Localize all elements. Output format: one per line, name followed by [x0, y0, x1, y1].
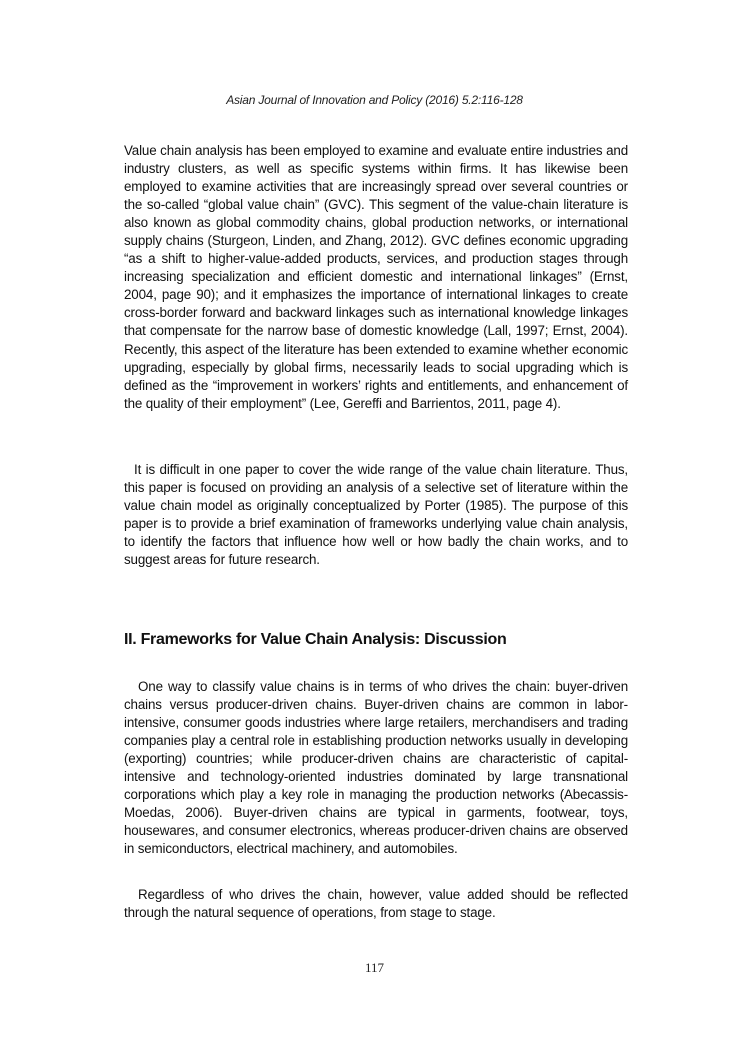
- running-header: Asian Journal of Innovation and Policy (2016) 5.2:116-128: [226, 93, 523, 107]
- page-number: 117: [364, 960, 385, 975]
- paragraph-value-chain-analysis: Value chain analysis has been employed to examine and evaluate entire industries and industry clusters, as well as specific systems within firms. It has likewise been employed to examine activities that are increasingly spread over several countries or the so-called “global value chain” (GVC). This segment of the value-chain literature is also known as global commodity chains, global production networks, or international supply chains (Sturgeon, Linden, and Zhang, 2012). GVC defines economic upgrading “as a shift to higher-value-added products, services, and production stages through increasing specialization and efficient domestic and international linkages” (Ernst, 2004, page 90); and it emphasizes the importance of international linkages to create cross-border forward and backward linkages such as international knowledge linkages that compensate for the narrow base of domestic knowledge (Lall, 1997; Ernst, 2004). Recently, this aspect of the literature has been extended to examine whether economic upgrading, especially by global firms, necessarily leads to social upgrading which is defined as the “improvement in workers’ rights and entitlements, and enhancement of the quality of their employment” (Lee, Gereffi and Barrientos, 2011, page 4).: [124, 143, 628, 411]
- paragraph-buyer-producer-chains: One way to classify value chains is in terms of who drives the chain: buyer-driven chains versus producer-driven chains. Buyer-driven chains are common in labor-intensive, consumer goods industries where large retailers, merchandisers and trading companies play a central role in establishing production networks usually in developing (exporting) countries; while producer-driven chains are characteristic of capital-intensive and technology-oriented industries dominated by large transnational corporations which play a key role in managing the production networks (Abecassis-Moedas, 2006). Buyer-driven chains are typical in garments, footwear, toys, housewares, and consumer electronics, whereas producer-driven chains are observed in semiconductors, electrical machinery, and automobiles.: [124, 679, 628, 857]
- paragraph-paper-scope: It is difficult in one paper to cover the wide range of the value chain literature. Thus, this paper is focused on providing an analysis of a selective set of literature within the value chain model as originally conceptualized by Porter (1985). The purpose of this paper is to provide a brief examination of frameworks underlying value chain analysis, to identify the factors that influence how well or how badly the chain works, and to suggest areas for future research.: [124, 462, 628, 568]
- section-heading: II. Frameworks for Value Chain Analysis: Discussion: [124, 631, 507, 648]
- paragraph-value-added: Regardless of who drives the chain, however, value added should be reflected through the natural sequence of operations, from stage to stage.: [124, 887, 628, 921]
